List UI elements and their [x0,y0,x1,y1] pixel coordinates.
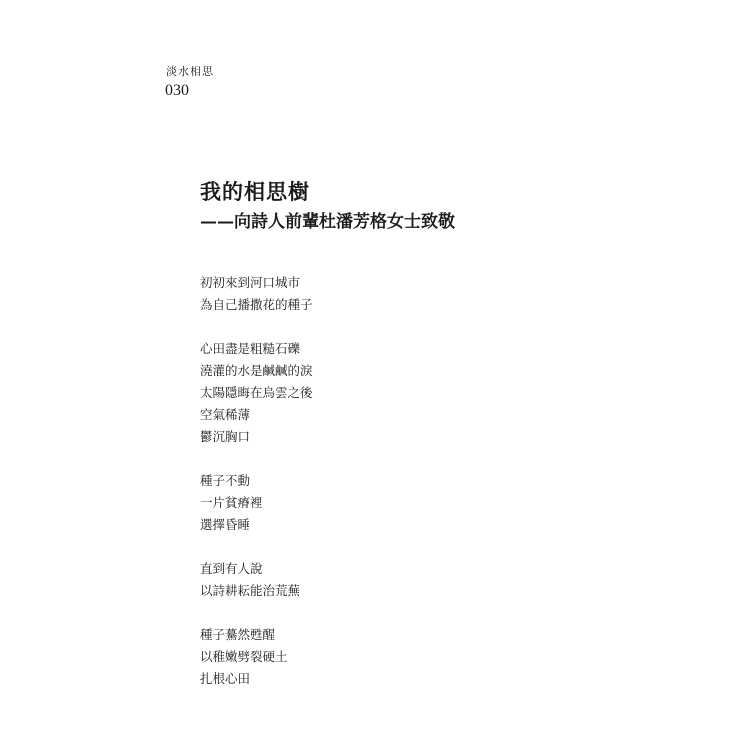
poem-line: 選擇昏睡 [200,517,251,532]
page-number: 030 [165,82,189,99]
poem-line: 直到有人說 [200,561,263,576]
poem-line: 鬱沉胸口 [200,429,251,444]
poem-line: 太陽隱晦在烏雲之後 [200,385,313,400]
poem-title: 我的相思樹 [200,179,310,204]
poem-line: 以詩耕耘能治荒蕪 [200,583,301,598]
poem-line: 種子驀然甦醒 [200,627,276,642]
running-head: 淡水相思 [166,65,214,78]
poem-line: 初初來到河口城市 [200,275,301,290]
poem-line: 以稚嫩劈裂硬土 [200,649,288,664]
stanza [200,558,600,602]
poem-line: 為自己播撒花的種子 [200,297,313,312]
stanza [200,470,600,536]
poem-line: 空氣稀薄 [200,407,251,422]
stanza [200,272,600,316]
poem-line: 心田盡是粗糙石礫 [200,341,301,356]
poem-line: 澆灌的水是鹹鹹的淚 [200,363,313,378]
stanza [200,624,600,690]
stanza [200,338,600,448]
poem-body [200,272,600,712]
poem-subtitle: ——向詩人前輩杜潘芳格女士致敬 [200,212,455,232]
poem-line: 一片貧瘠裡 [200,495,263,510]
poem-line: 扎根心田 [200,671,251,686]
poem-line: 種子不動 [200,473,251,488]
